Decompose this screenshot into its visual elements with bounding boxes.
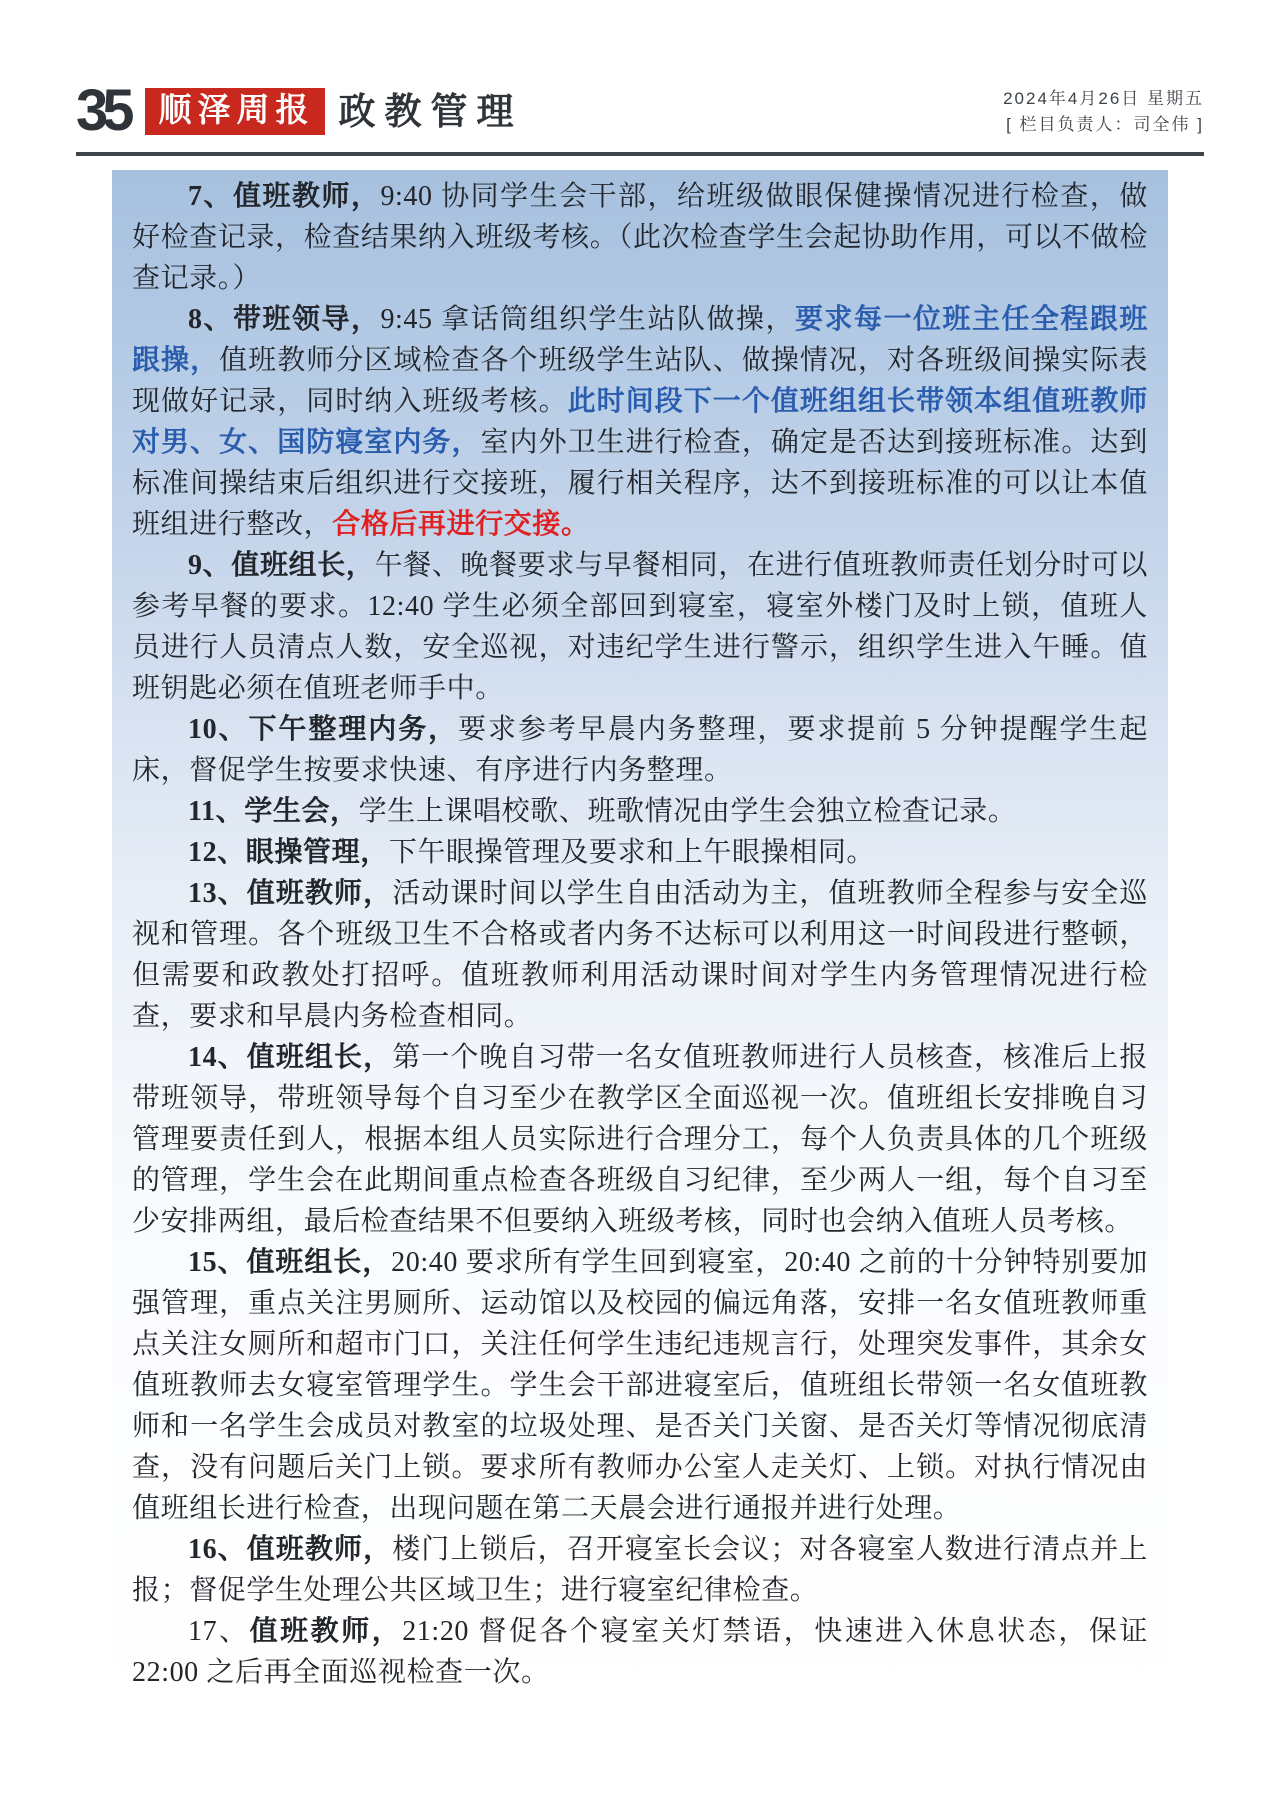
text-segment-blue: 此时间段下一个值班组组长带领本组值班教师对男、女、国防寝室内务， [132,386,1148,458]
text-segment-normal: 值班教师分区域检查各个班级学生站队、做操情况，对各班级间操实际表现做好记录，同时纳入班级考核。 [132,345,1148,417]
article-paragraph [132,176,1148,299]
article-paragraph [132,791,1148,832]
text-segment-bold: 16、值班教师， [188,1534,393,1565]
article-paragraph [132,873,1148,1037]
masthead-box [145,88,325,135]
article-paragraph [132,1611,1148,1693]
article-paragraph [132,832,1148,873]
article-paragraph [132,1037,1148,1242]
page-header [76,0,1204,143]
text-segment-normal: 下午眼操管理及要求和上午眼操相同。 [388,837,876,868]
text-segment-normal: 活动课时间以学生自由活动为主，值班教师全程参与安全巡视和管理。各个班级卫生不合格或者内务不达标可以利用这一时间段进行整顿，但需要和政教处打招呼。值班教师利用活动课时间对学生内务管理情况进行检查，要求和早晨内务检查相同。 [132,878,1148,1032]
text-segment-bold: 14、值班组长， [188,1042,393,1073]
text-segment-normal: 室内外卫生进行检查，确定是否达到接班标准。达到标准间操结束后组织进行交接班，履行相关程序，达不到接班标准的可以让本值班组进行整改， [132,427,1148,540]
text-segment-normal: 21:20 督促各个寝室关灯禁语，快速进入休息状态，保证 22:00 之后再全面巡视检查一次。 [132,1616,1148,1688]
text-segment-bold: 值班教师， [249,1616,403,1647]
text-segment-blue: 要求每一位班主任全程跟班跟操， [132,304,1148,376]
article-paragraph [132,1242,1148,1529]
text-segment-bold: 15、值班组长， [188,1247,392,1278]
article-block [112,170,1168,1719]
article-body [132,176,1148,1693]
text-segment-normal: 9:45 拿话筒组织学生站队做操， [380,304,795,335]
section-title: 政教管理 [338,90,523,132]
date-line: 2024年4月26日 星期五 [1003,89,1204,108]
masthead-title: 顺泽周报 [158,92,315,129]
text-segment-normal: 9:40 协同学生会干部，给班级做眼保健操情况进行检查，做好检查记录，检查结果纳入班级考核。（此次检查学生会起协助作用，可以不做检查记录。） [132,181,1148,294]
text-segment-normal: 第一个晚自习带一名女值班教师进行人员核查，核准后上报带班领导，带班领导每个自习至少在教学区全面巡视一次。值班组长安排晚自习管理要责任到人，根据本组人员实际进行合理分工，每个人负责具体的几个班级的管理，学生会在此期间重点检查各班级自习纪律，至少两人一组，每个自习至少安排两组，最后检查结果不但要纳入班级考核，同时也会纳入值班人员考核。 [132,1042,1148,1237]
text-segment-normal: 20:40 要求所有学生回到寝室，20:40 之前的十分钟特别要加强管理，重点关注男厕所、运动馆以及校园的偏远角落，安排一名女值班教师重点关注女厕所和超市门口，关注任何学生违纪违规言行，处理突发事件，其余女值班教师去女寝室管理学生。学生会干部进寝室后，值班组长带领一名女值班教师和一名学生会成员对教室的垃圾处理、是否关门关窗、是否关灯等情况彻底清查，没有问题后关门上锁。要求所有教师办公室人走关灯、上锁。对执行情况由值班组长进行检查，出现问题在第二天晨会进行通报并进行处理。 [132,1247,1148,1524]
text-segment-normal: 楼门上锁后，召开寝室长会议；对各寝室人数进行清点并上报；督促学生处理公共区域卫生；进行寝室纪律检查。 [132,1534,1148,1606]
header-divider [76,152,1204,156]
article-paragraph [132,1529,1148,1611]
text-segment-bold: 8、带班领导， [188,304,381,335]
text-segment-bold: 11、学生会， [188,796,359,827]
text-segment-normal: 学生上课唱校歌、班歌情况由学生会独立检查记录。 [358,796,1017,827]
text-segment-red: 合格后再进行交接。 [332,509,590,540]
editor-line: [ 栏目负责人：司全伟 ] [1006,115,1204,134]
text-segment-bold: 7、值班教师， [188,181,381,212]
header-meta [1003,86,1204,140]
article-paragraph [132,545,1148,709]
text-segment-bold: 10、下午整理内务， [188,714,459,745]
text-segment-bold: 13、值班教师， [188,878,393,909]
header-left-group [76,78,523,143]
text-segment-normal: 午餐、晚餐要求与早餐相同，在进行值班教师责任划分时可以参考早餐的要求。12:40 学生必须全部回到寝室，寝室外楼门及时上锁，值班人员进行人员清点人数，安全巡视，对违纪学生进行警示，组织学生进入午睡。值班钥匙必须在值班老师手中。 [132,550,1149,704]
text-segment-bold: 9、值班组长， [188,550,375,581]
text-segment-normal: 17、 [188,1616,250,1647]
text-segment-normal: 要求参考早晨内务整理，要求提前 5 分钟提醒学生起床，督促学生按要求快速、有序进行内务整理。 [132,714,1148,786]
text-segment-bold: 12、眼操管理， [188,837,389,868]
article-paragraph [132,709,1148,791]
article-paragraph [132,299,1148,545]
page-number: 35 [76,78,129,143]
